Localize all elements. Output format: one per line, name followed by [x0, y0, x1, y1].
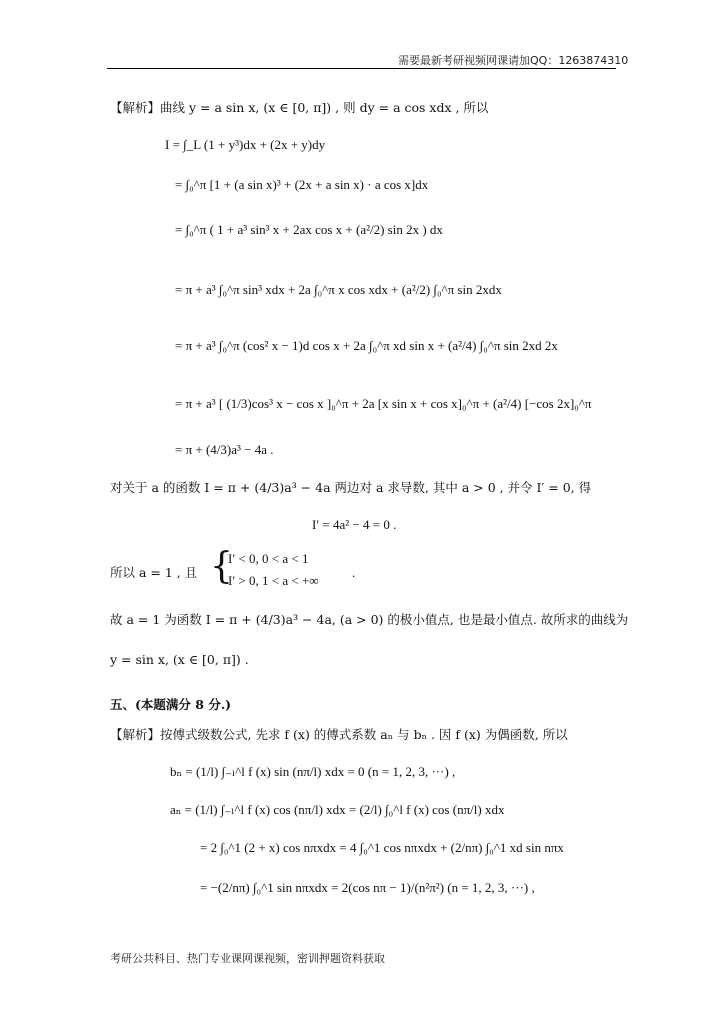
case-line-1: I′ < 0, 0 < a < 1	[228, 551, 309, 566]
part4-eq7: = π + (4/3)a³ − 4a .	[175, 442, 274, 457]
cases-brace: {	[210, 546, 233, 587]
part4-eq8: I′ = 4a² − 4 = 0 .	[312, 517, 397, 532]
cases-period: .	[352, 565, 356, 580]
part5-eq2: aₙ = (1/l) ∫₋ₗ^l f (x) cos (nπ/l) xdx = (2/l) ∫₀^l f (x) cos (nπ/l) xdx	[170, 802, 505, 817]
part4-eq5: = π + a³ ∫₀^π (cos² x − 1)d cos x + 2a ∫₀^π xd sin x + (a²/4) ∫₀^π sin 2xd 2x	[175, 338, 558, 353]
part4-eq4: = π + a³ ∫₀^π sin³ xdx + 2a ∫₀^π x cos xdx + (a²/2) ∫₀^π sin 2xdx	[175, 282, 502, 297]
part4-para2: 所以 a = 1 , 且	[110, 565, 198, 580]
case-line-2: I′ > 0, 1 < a < +∞	[228, 573, 319, 588]
part4-para4: y = sin x, (x ∈ [0, π]) .	[110, 652, 249, 667]
part5-eq3: = 2 ∫₀^1 (2 + x) cos nπxdx = 4 ∫₀^1 cos nπxdx + (2/nπ) ∫₀^1 xd sin nπx	[200, 840, 564, 855]
part5-intro: 【解析】按傅式级数公式, 先求 f (x) 的傅式系数 aₙ 与 bₙ . 因 f (x) 为偶函数, 所以	[110, 727, 568, 742]
part5-eq4: = −(2/nπ) ∫₀^1 sin nπxdx = 2(cos nπ − 1)/(n²π²) (n = 1, 2, 3, ···) ,	[200, 880, 535, 895]
part4-para3: 故 a = 1 为函数 I = π + (4/3)a³ − 4a, (a > 0) 的极小值点, 也是最小值点. 故所求的曲线为	[110, 612, 629, 627]
part4-para1: 对关于 a 的函数 I = π + (4/3)a³ − 4a 两边对 a 求导数, 其中 a > 0 , 并令 I′ = 0, 得	[110, 480, 592, 495]
part4-eq2: = ∫₀^π [1 + (a sin x)³ + (2x + a sin x) · a cos x]dx	[175, 177, 429, 192]
page-footer: 考研公共科目、热门专业课网课视频，密训押题资料获取	[110, 952, 385, 965]
part4-eq6: = π + a³ [ (1/3)cos³ x − cos x ]₀^π + 2a [x sin x + cos x]₀^π + (a²/4) [−cos 2x]₀^π	[175, 396, 592, 411]
part4-eq3: = ∫₀^π ( 1 + a³ sin³ x + 2ax cos x + (a²/2) sin 2x ) dx	[175, 222, 443, 237]
part4-intro: 【解析】曲线 y = a sin x, (x ∈ [0, π]) , 则 dy = a cos xdx , 所以	[110, 100, 489, 115]
part5-heading: 五、(本题满分 8 分.)	[110, 697, 232, 712]
part4-eq1: I = ∫_L (1 + y³)dx + (2x + y)dy	[165, 137, 326, 152]
header-rule	[107, 68, 616, 69]
page-header: 需要最新考研视频网课请加QQ：1263874310	[398, 54, 629, 67]
part5-eq1: bₙ = (1/l) ∫₋ₗ^l f (x) sin (nπ/l) xdx = 0 (n = 1, 2, 3, ···) ,	[170, 764, 456, 779]
